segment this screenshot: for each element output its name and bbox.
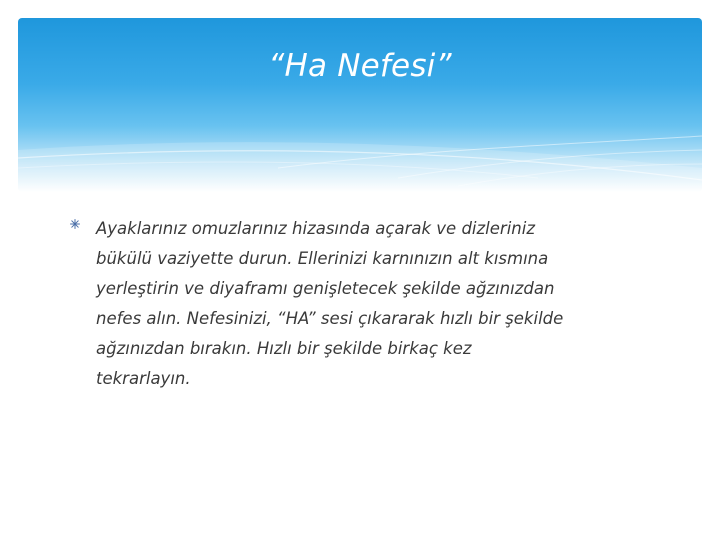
bullet-line: ağzınızdan bırakın. Hızlı bir şekilde birkaç kez	[96, 339, 472, 358]
asterisk-icon	[70, 219, 80, 229]
slide-title: “Ha Nefesi”	[268, 48, 452, 84]
bullet-line: bükülü vaziyette durun. Ellerinizi karnınızın alt kısmına	[96, 249, 549, 268]
bullet-text	[96, 214, 670, 394]
bullet-line: nefes alın. Nefesinizi, “HA” sesi çıkararak hızlı bir şekilde	[96, 309, 564, 328]
bullet-line: tekrarlayın.	[96, 369, 191, 388]
bullet-list	[70, 220, 670, 394]
bullet-line: yerleştirin ve diyaframı genişletecek şekilde ağzınızdan	[96, 279, 555, 298]
title-banner	[18, 18, 702, 192]
list-item	[70, 214, 670, 394]
banner-wave-decoration	[18, 18, 702, 192]
bullet-line: Ayaklarınız omuzlarınız hizasında açarak ve dizleriniz	[96, 219, 535, 238]
